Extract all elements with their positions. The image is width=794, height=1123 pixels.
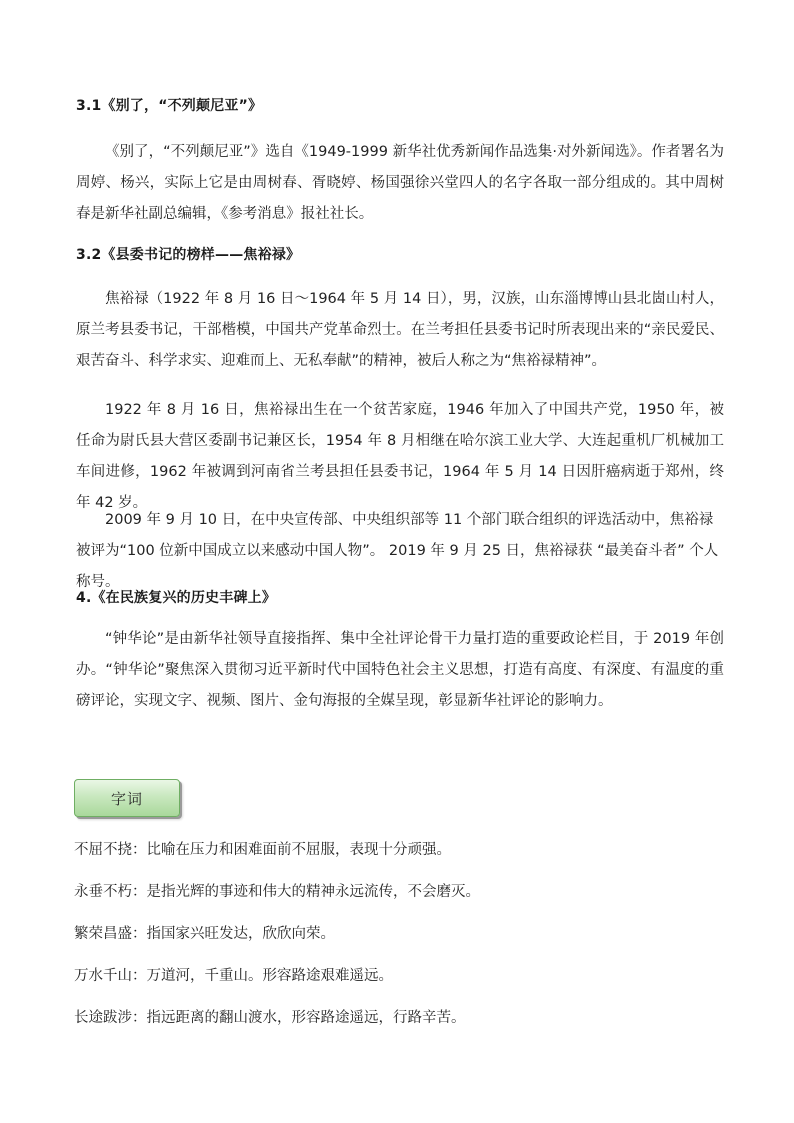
vocab-entry: 繁荣昌盛：指国家兴旺发达，欣欣向荣。 [74,926,335,942]
vocab-entry: 长途跋涉：指远距离的翻山渡水，形容路途遥远，行路辛苦。 [74,1010,466,1026]
section-heading-3-2: 3.2《县委书记的榜样——焦裕禄》 [76,247,301,263]
section-heading-3-1: 3.1《别了，“不列颠尼亚”》 [76,98,263,114]
paragraph-bye-britannia: 《别了，“不列颠尼亚”》选自《1949-1999 新华社优秀新闻作品选集·对外新闻选》。作者署名为周婷、杨兴，实际上它是由周树春、胥晓婷、杨国强徐兴堂四人的名字各取一部分组成的。其中周树春是新华社副总编辑，《参考消息》报社社长。 [76,144,724,222]
paragraph-jiao-yulu-honors: 2009 年 9 月 10 日，在中央宣传部、中央组织部等 11 个部门联合组织的评选活动中，焦裕禄被评为“100 位新中国成立以来感动中国人物”。 2019 年 9 月 25 日，焦裕禄获 “最美奋斗者” 个人称号。 [76,512,719,590]
vocab-entry: 不屈不挠：比喻在压力和困难面前不屈服，表现十分顽强。 [74,842,451,858]
vocab-entry: 永垂不朽：是指光辉的事迹和伟大的精神永远流传，不会磨灭。 [74,884,480,900]
vocab-section-badge [74,779,180,817]
vocab-entry: 万水千山：万道河，千重山。形容路途艰难遥远。 [74,968,393,984]
paragraph-jiao-yulu-life: 1922 年 8 月 16 日，焦裕禄出生在一个贫苦家庭，1946 年加入了中国共产党，1950 年，被任命为尉氏县大营区委副书记兼区长，1954 年 8 月相继在哈尔滨工业大学、大连起重机厂机械加工车间进修，1962 年被调到河南省兰考县担任县委书记，1964 年 5 月 14 日因肝癌病逝于郑州，终年 42 岁。 [76,402,724,511]
paragraph-jiao-yulu-bio: 焦裕禄（1922 年 8 月 16 日～1964 年 5 月 14 日），男，汉族，山东淄博博山县北崮山村人，原兰考县委书记，干部楷模，中国共产党革命烈士。在兰考担任县委书记时所表现出来的“亲民爱民、艰苦奋斗、科学求实、迎难而上、无私奉献”的精神，被后人称之为“焦裕禄精神”。 [76,291,724,369]
section-heading-4: 4.《在民族复兴的历史丰碑上》 [76,590,277,606]
vocab-badge-label: 字词 [110,789,143,808]
paragraph-zhonghualun: “钟华论”是由新华社领导直接指挥、集中全社评论骨干力量打造的重要政论栏目，于 2019 年创办。“钟华论”聚焦深入贯彻习近平新时代中国特色社会主义思想，打造有高度、有深度、有温度的重磅评论，实现文字、视频、图片、金句海报的全媒呈现，彰显新华社评论的影响力。 [76,631,724,709]
